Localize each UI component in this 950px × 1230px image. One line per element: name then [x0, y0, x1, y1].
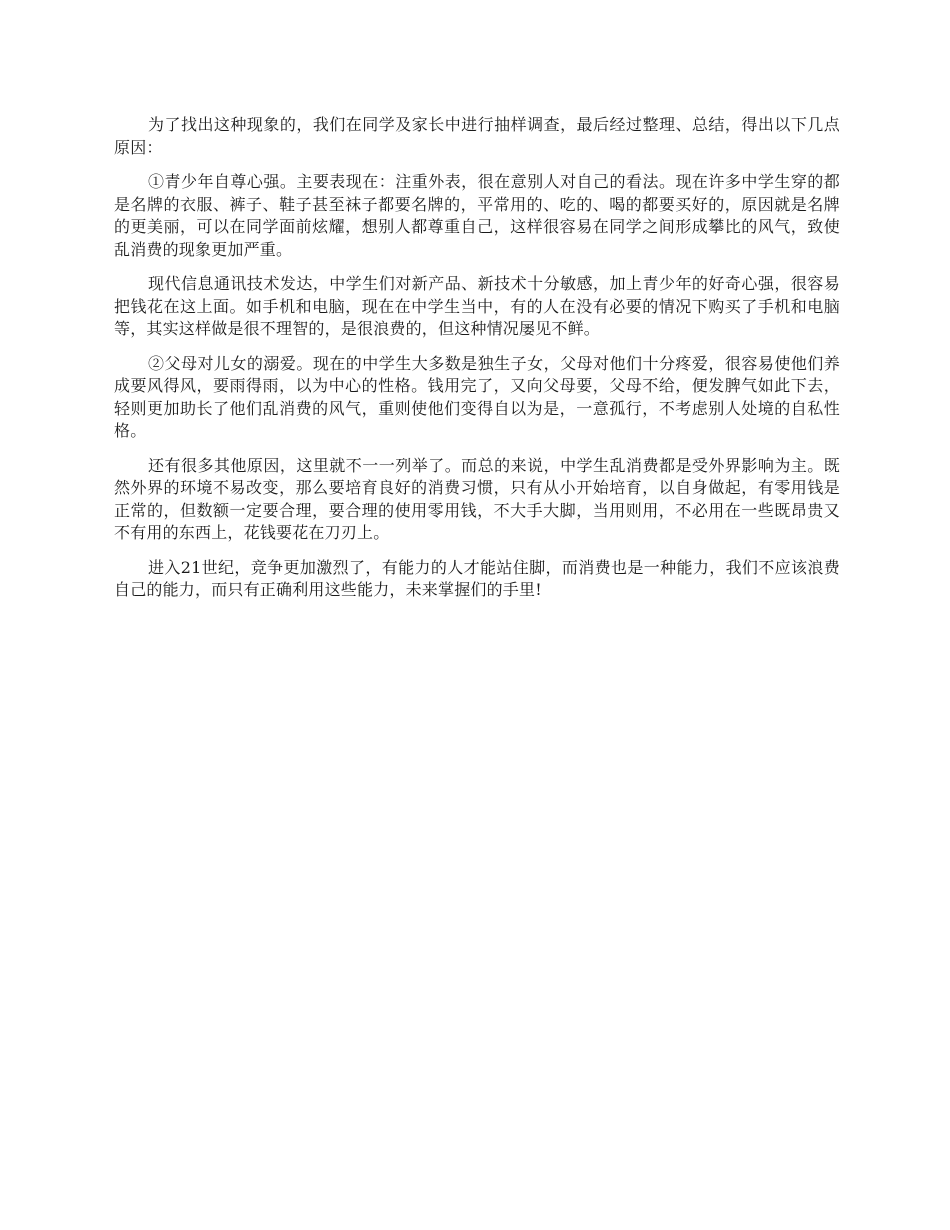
paragraph-reason-parents: ②父母对儿女的溺爱。现在的中学生大多数是独生子女，父母对他们十分疼爱，很容易使他们养成要风得风，要雨得雨，以为中心的性格。钱用完了，又向父母要，父母不给，便发脾气如此下去，轻则更加助长了他们乱消费的风气，重则使他们变得自以为是，一意孤行，不考虑别人处境的自私性格。: [114, 353, 840, 440]
paragraph-reason-self-esteem: ①青少年自尊心强。主要表现在：注重外表，很在意别人对自己的看法。现在许多中学生穿的都是名牌的衣服、裤子、鞋子甚至袜子都要名牌的，平常用的、吃的、喝的都要买好的，原因就是名牌的更美丽，可以在同学面前炫耀，想别人都尊重自己，这样很容易在同学之间形成攀比的风气，致使乱消费的现象更加严重。: [114, 172, 840, 259]
paragraph-conclusion: 还有很多其他原因，这里就不一一列举了。而总的来说，中学生乱消费都是受外界影响为主。既然外界的环境不易改变，那么要培育良好的消费习惯，只有从小开始培育，以自身做起，有零用钱是正常的，但数额一定要合理，要合理的使用零用钱，不大手大脚，当用则用，不必用在一些既昂贵又不有用的东西上，花钱要花在刀刃上。: [114, 455, 840, 542]
paragraph-reason-technology: 现代信息通讯技术发达，中学生们对新产品、新技术十分敏感，加上青少年的好奇心强，很容易把钱花在这上面。如手机和电脑，现在在中学生当中，有的人在没有必要的情况下购买了手机和电脑等，其实这样做是很不理智的，是很浪费的，但这种情况屡见不鲜。: [114, 274, 840, 338]
paragraph-survey-intro: 为了找出这种现象的，我们在同学及家长中进行抽样调查，最后经过整理、总结，得出以下几点原因：: [114, 115, 840, 157]
document-body: [114, 114, 840, 614]
paragraph-closing: 进入21世纪，竞争更加激烈了，有能力的人才能站住脚，而消费也是一种能力，我们不应该浪费自己的能力，而只有正确利用这些能力，未来掌握们的手里!: [114, 557, 840, 599]
